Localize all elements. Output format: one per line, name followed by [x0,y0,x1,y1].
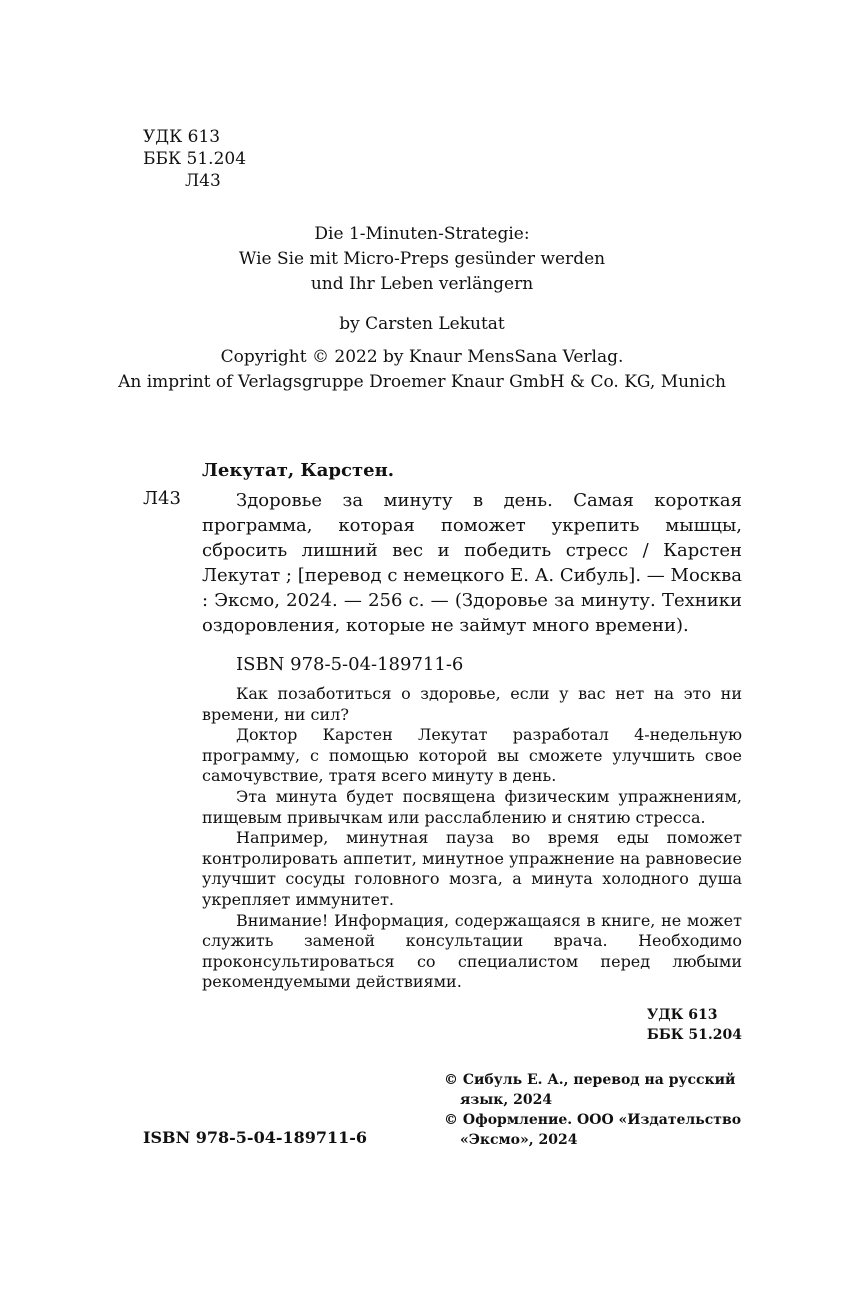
original-copyright [0,345,844,395]
annotation-paragraph: Как позаботиться о здоровье, если у вас нет на это ни времени, ни сил? [202,684,742,724]
original-title-line: und Ihr Leben verlängern [310,274,534,294]
original-title [0,222,844,297]
annotation-paragraph: Доктор Карстен Лекутат разработал 4-недельную программу, с помощью которой вы сможете улучшить свое самочувствие, тратя всего минуту в день. [202,725,742,786]
footer-udk: УДК 613 [646,1007,718,1023]
footer-copyrights [444,1070,744,1150]
annotation [202,684,742,993]
author-code: Л43 [185,171,221,191]
footer-classification [647,1005,742,1045]
copyright-line: An imprint of Verlagsgruppe Droemer Knaur GmbH & Co. KG, Munich [118,372,726,392]
original-author: by Carsten Lekutat [339,314,505,334]
original-title-line: Die 1-Minuten-Strategie: [314,224,530,244]
catalog-description: Здоровье за минуту в день. Самая короткая программа, которая поможет укрепить мышцы, сбросить лишний вес и победить стресс / Карстен Лекутат ; [перевод с немецкого Е. А. Сибуль]. — Москва : Эксмо, 2024. — 256 с. — (Здоровье за минуту. Техники оздоровления, которые не займут много времени). [202,490,742,636]
annotation-paragraph: Внимание! Информация, содержащаяся в книге, не может служить заменой консультации врача. Необходимо проконсультироваться со специалистом перед любыми рекомендуемыми действиями. [202,910,742,992]
footer-copyright-design: © Оформление. ООО «Издательство «Эксмо», 2024 [444,1112,742,1148]
annotation-paragraph: Эта минута будет посвящена физическим упражнениям, пищевым привычкам или расслаблению и снятию стресса. [202,786,742,827]
footer-isbn: ISBN 978-5-04-189711-6 [143,1128,368,1147]
bbk-code: ББК 51.204 [143,149,247,169]
copyright-line: Copyright © 2022 by Knaur MensSana Verlag. [220,347,624,367]
catalog-code: Л43 [143,488,181,509]
annotation-paragraph: Например, минутная пауза во время еды поможет контролировать аппетит, минутное упражнение на равновесие улучшит сосуды головного мозга, а минута холодного душа укрепляет иммунитет. [202,828,742,909]
footer-copyright-translation: © Сибуль Е. А., перевод на русский язык, 2024 [444,1072,736,1108]
footer-bbk: ББК 51.204 [646,1027,742,1043]
classification-block [143,126,246,192]
udk-code: УДК 613 [143,127,221,147]
catalog-isbn: ISBN 978-5-04-189711-6 [236,654,464,675]
catalog-author: Лекутат, Карстен. [202,460,395,481]
original-title-line: Wie Sie mit Micro-Preps gesünder werden [238,249,606,269]
